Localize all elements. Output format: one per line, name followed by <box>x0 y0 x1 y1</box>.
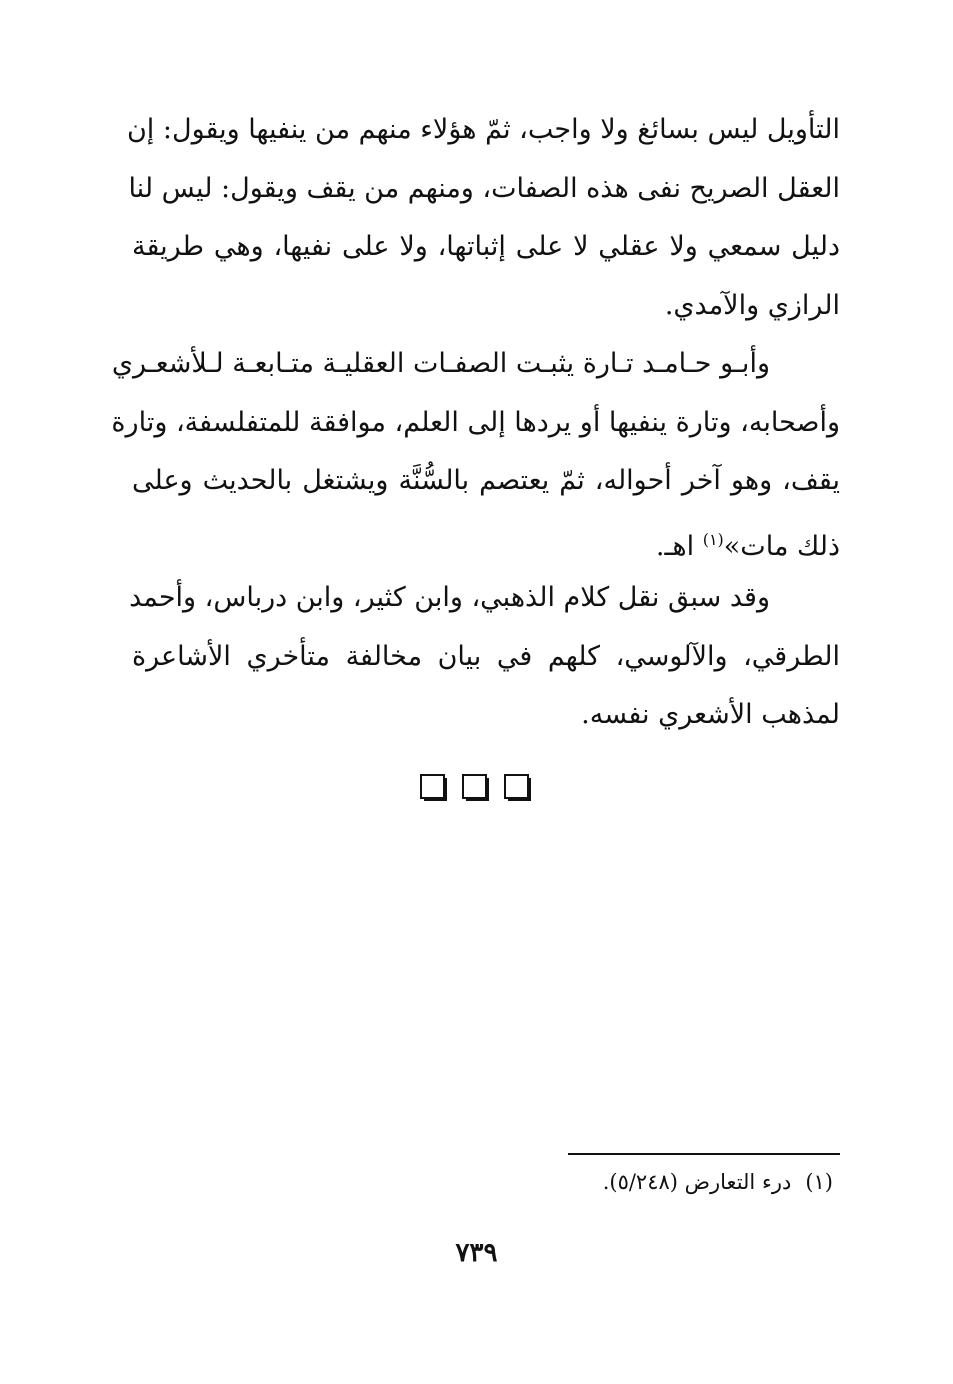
square-ornament-icon <box>420 774 450 804</box>
section-divider-ornament <box>0 774 953 804</box>
page-number: ٧٣٩ <box>455 1238 498 1268</box>
paragraph-line: وأبـو حـامـد تـارة يثبـت الصفـات العقليـة متـابعـة لـلأشعـري <box>111 348 770 379</box>
square-ornament-icon <box>504 774 534 804</box>
paragraph-line: لمذهب الأشعري نفسه. <box>581 699 840 730</box>
paragraph-line-text: ذلك مات» <box>723 530 840 562</box>
paragraph-line: التأويل ليس بسائغ ولا واجب، ثمّ هؤلاء منهم من ينفيها ويقول: إن <box>126 114 840 145</box>
paragraph-tail: اهـ. <box>655 530 703 562</box>
paragraph-line: دليل سمعي ولا عقلي لا على إثباتها، ولا على نفيها، وهي طريقة <box>132 231 840 262</box>
footnote-text: درء التعارض (٥/٢٤٨). <box>602 1170 792 1194</box>
paragraph-2 <box>111 335 840 576</box>
footnote <box>603 1170 833 1194</box>
paragraph-line-last <box>132 511 840 577</box>
footnote-number: (١) <box>805 1170 833 1194</box>
footnote-separator <box>568 1153 840 1155</box>
paragraph-line: العقل الصريح نفى هذه الصفات، ومنهم من يقف ويقول: ليس لنا <box>128 172 840 204</box>
paragraph-line: وقد سبق نقل كلام الذهبي، وابن كثير، وابن درباس، وأحمد <box>129 582 770 613</box>
square-ornament-icon <box>462 774 492 804</box>
paragraph-1 <box>126 101 840 335</box>
paragraph-line: وأصحابه، وتارة ينفيها أو يردها إلى العلم، موافقة للمتفلسفة، وتارة <box>111 406 840 438</box>
paragraph-3 <box>129 569 840 745</box>
paragraph-line: الرازي والآمدي. <box>664 289 840 321</box>
paragraph-line: يقف، وهو آخر أحواله، ثمّ يعتصم بالسُّنَّة ويشتغل بالحديث وعلى <box>132 465 840 496</box>
paragraph-line: الطرقي، والآلوسي، كلهم في بيان مخالفة متأخري الأشاعرة <box>132 640 840 672</box>
footnote-reference[interactable]: (١) <box>702 529 724 549</box>
